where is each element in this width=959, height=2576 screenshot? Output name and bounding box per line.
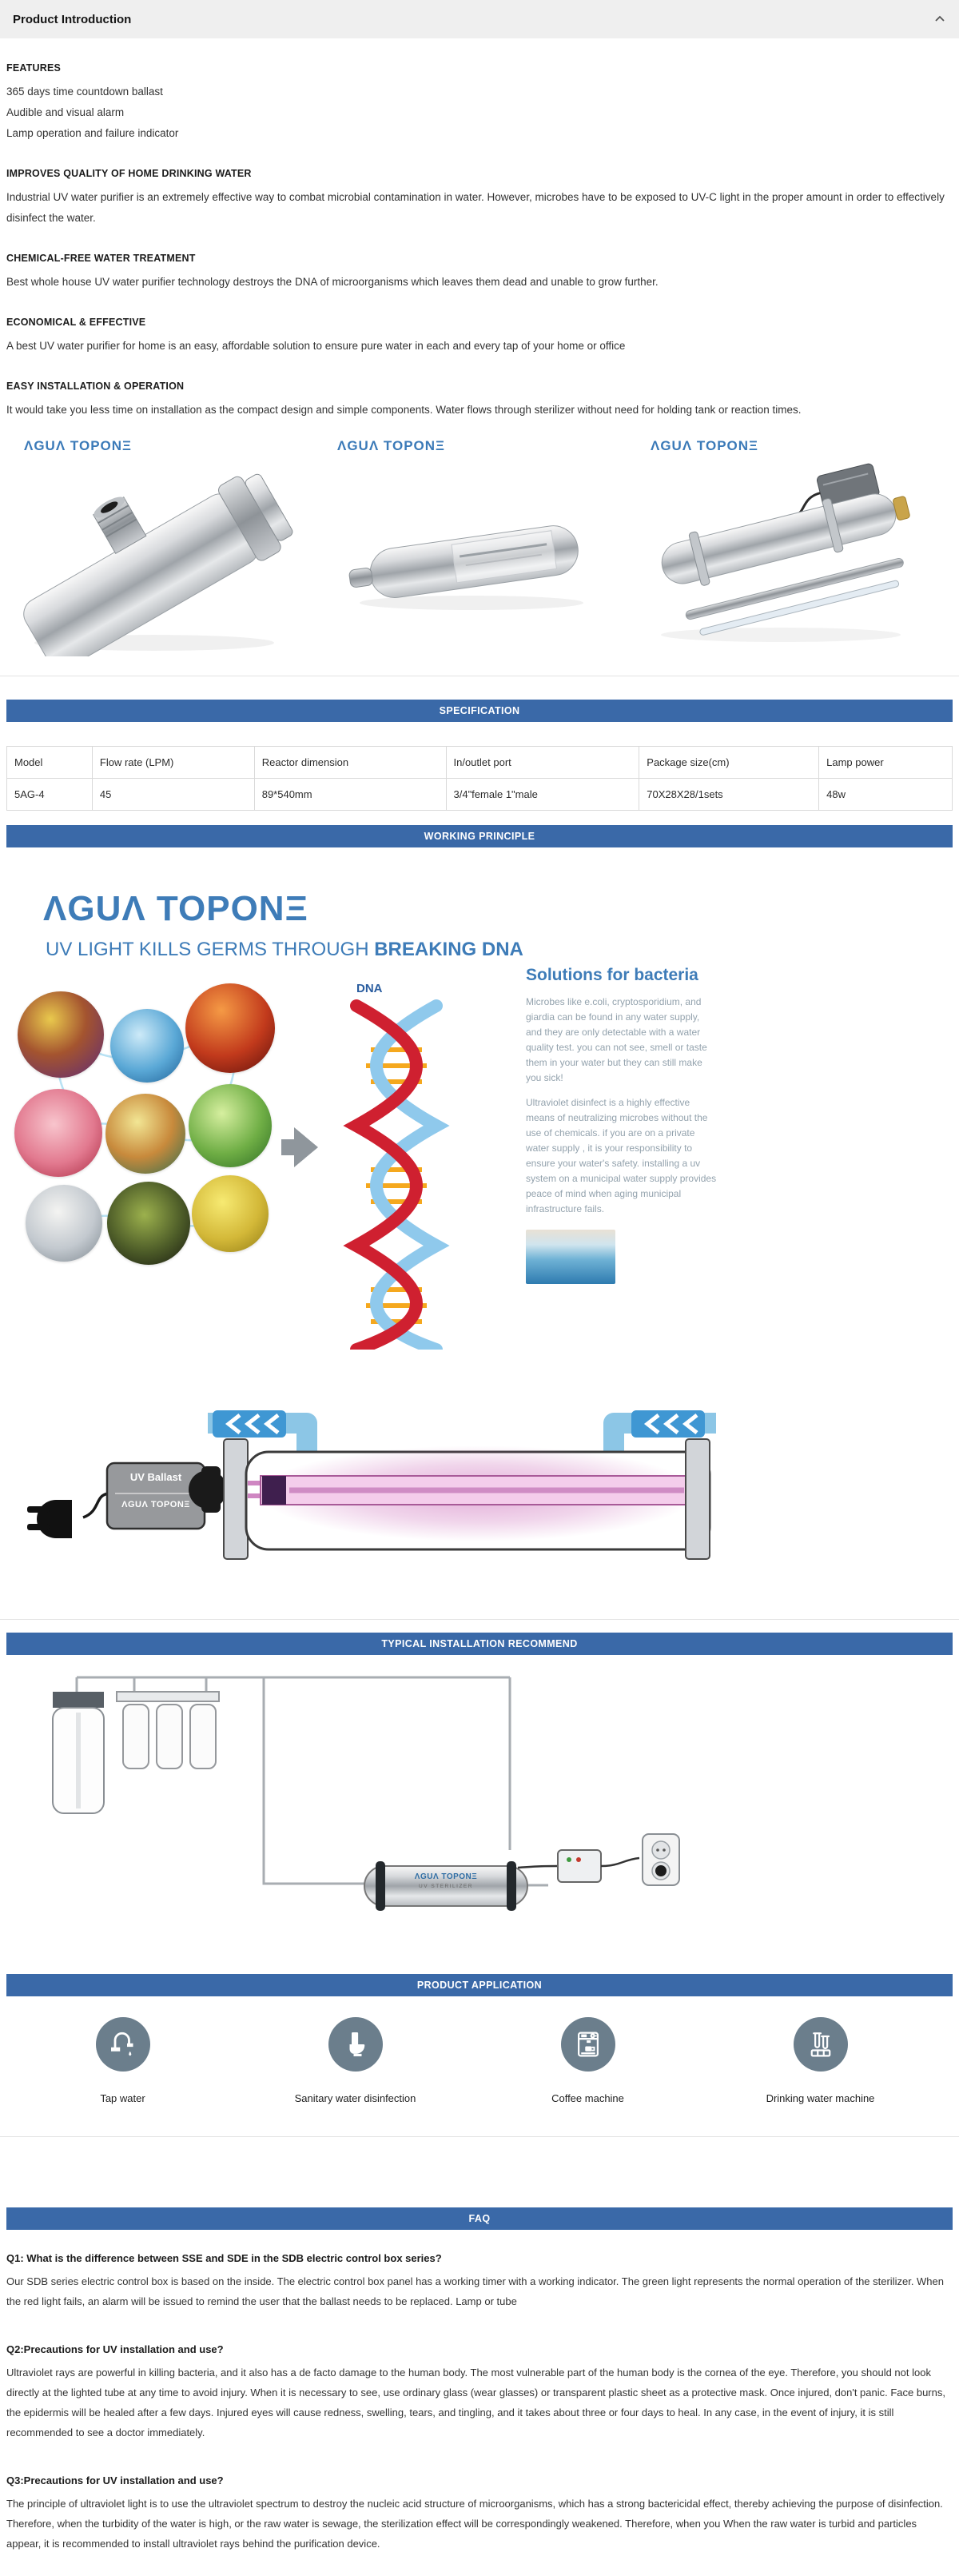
water-dispenser-icon (794, 2017, 848, 2072)
dna-helix-illustration (324, 998, 460, 1350)
application-item (6, 2017, 239, 2104)
product-photo-cell (6, 433, 320, 656)
product-photos-row (0, 433, 959, 656)
microbe-photo (110, 1009, 184, 1083)
feature-line: Lamp operation and failure indicator (6, 127, 179, 139)
headline: UV LIGHT KILLS GERMS THROUGH BREAKING DNA (46, 939, 523, 960)
faq-question: Q3:Precautions for UV installation and use? (6, 2474, 224, 2486)
installation-diagram-art (6, 1668, 953, 1952)
faq-answer: Our SDB series electric control box is based on the inside. The electric control box panel has a working timer with a working indicator. The green light represents the normal operation of the sterilizer. When the red light fails, an alarm will be issued to remind the user that the ballast needs to be replaced. Lamp or tube (6, 2275, 944, 2307)
application-label: Coffee machine (551, 2092, 624, 2104)
section-heading: ECONOMICAL & EFFECTIVE (6, 317, 146, 328)
table-header-row (7, 747, 953, 779)
sterilizer-brand-label: ΛGUΛ TOPONΞ (414, 1872, 478, 1881)
application-item (472, 2017, 704, 2104)
product-photo-cell (633, 433, 946, 656)
col-package-size: Package size(cm) (639, 747, 819, 779)
cell-inoutlet-port: 3/4"female 1"male (446, 779, 639, 811)
sterilizer-sub-label: UV STERILIZER (419, 1884, 473, 1889)
working-principle-figure (6, 857, 953, 1378)
faq-item (6, 2252, 953, 2311)
application-label: Tap water (100, 2092, 145, 2104)
section-paragraph: Best whole house UV water purifier technology destroys the DNA of microorganisms which leaves them dead and unable to grow further. (6, 276, 659, 288)
col-model: Model (7, 747, 93, 779)
microbe-photo (107, 1182, 190, 1265)
section-heading: EASY INSTALLATION & OPERATION (6, 381, 185, 392)
uv-lamp-diagram-art (6, 1390, 953, 1585)
divider (0, 1619, 959, 1620)
faq-answer: Ultraviolet rays are powerful in killing bacteria, and it also has a de facto damage to the human body. The most vulnerable part of the human body is the cornea of the eye. Therefore, you should not look directly at the lighted tube at any time to avoid injury. When it is necessary to see, use ordinary glass (wear glasses) or transparent plastic sheet as a protective mask. Once injured, don't panic. Face burns, the epidermis will be healed after a few days. Injured eyes will cause redness, swelling, tears, and tingling, and it takes about three or four days to heal. In any case, in the event of injury, it is still recommended to see a doctor immediately. (6, 2367, 945, 2438)
faq-item (6, 2343, 953, 2442)
section-heading: CHEMICAL-FREE WATER TREATMENT (6, 253, 196, 264)
faq-item (6, 2474, 953, 2554)
cell-flow-rate: 45 (92, 779, 254, 811)
section-paragraph: A best UV water purifier for home is an easy, affordable solution to ensure pure water in each and every tap of your home or office (6, 340, 626, 352)
microbe-photo (185, 983, 275, 1073)
arrow-right-icon (281, 1127, 318, 1167)
intro-section (6, 168, 953, 229)
microbe-photo (18, 991, 104, 1078)
uv-ballast-label: UV Ballast (129, 1471, 182, 1483)
working-principle-banner: WORKING PRINCIPLE (6, 825, 953, 847)
product-image-3 (633, 461, 929, 656)
application-item (239, 2017, 472, 2104)
faq-section (0, 2252, 959, 2576)
uv-ballast-brand: ΛGUΛ TOPONΞ (121, 1500, 190, 1509)
toilet-icon (328, 2017, 383, 2072)
application-item (704, 2017, 937, 2104)
faq-banner: FAQ (6, 2207, 953, 2230)
chevron-up-icon[interactable] (933, 13, 946, 26)
product-introduction-header[interactable] (0, 0, 959, 38)
table-row (7, 779, 953, 811)
specification-banner: SPECIFICATION (6, 700, 953, 722)
uv-lamp-diagram (6, 1390, 953, 1585)
intro-section (6, 381, 953, 421)
uv-chamber-photo (6, 461, 302, 656)
faq-answer: The principle of ultraviolet light is to use the ultraviolet spectrum to destroy the nucleic acid structure of microorganisms, which has a strong bactericidal effect, thereby achieving the purpose of disinfection. Therefore, when the turbidity of the water is high, or the raw water is sewage, the sterilization effect will be correspondingly weakened. Therefore, when you When the raw water is turbid and particles appear, it is recommended to install ultraviolet rays behind the purification device. (6, 2498, 943, 2550)
solutions-column (526, 966, 718, 1284)
cell-reactor-dimension: 89*540mm (254, 779, 446, 811)
product-image-1 (6, 461, 302, 656)
installation-banner: TYPICAL INSTALLATION RECOMMEND (6, 1633, 953, 1655)
divider (0, 2136, 959, 2137)
solutions-title: Solutions for bacteria (526, 966, 698, 984)
section-paragraph: Industrial UV water purifier is an extremely effective way to combat microbial contamination in water. However, microbes have to be exposed to UV-C light in the proper amount in order to effectively disinfect the water. (6, 191, 945, 224)
cell-model: 5AG-4 (7, 779, 93, 811)
section-heading: FEATURES (6, 62, 62, 74)
brand-logo: ΛGUΛ TOPONΞ (651, 438, 758, 453)
intro-section (6, 317, 953, 357)
intro-section (6, 253, 953, 293)
faq-question: Q2:Precautions for UV installation and use? (6, 2343, 224, 2355)
product-photo-cell (320, 433, 633, 656)
col-flow-rate: Flow rate (LPM) (92, 747, 254, 779)
intro-copy (0, 62, 959, 421)
faq-question: Q1: What is the difference between SSE and SDE in the SDB electric control box series? (6, 2252, 442, 2264)
section-title: Product Introduction (13, 12, 132, 26)
uv-kit-photo (633, 461, 929, 656)
specification-table (6, 746, 953, 811)
installation-figure (6, 1668, 953, 1952)
col-inoutlet-port: In/outlet port (446, 747, 639, 779)
cell-package-size: 70X28X28/1sets (639, 779, 819, 811)
application-banner: PRODUCT APPLICATION (6, 1974, 953, 1996)
brand-logo: ΛGUΛ TOPONΞ (337, 438, 445, 453)
feature-line: 365 days time countdown ballast (6, 86, 163, 98)
microbe-photo (189, 1084, 272, 1167)
feature-line: Audible and visual alarm (6, 106, 125, 118)
col-lamp-power: Lamp power (819, 747, 953, 779)
application-row (0, 2017, 959, 2104)
microbe-photo (192, 1175, 269, 1252)
dna-label: DNA (356, 982, 383, 995)
microbe-photo (26, 1185, 102, 1262)
uv-capsule-photo (320, 461, 615, 656)
section-paragraph: It would take you less time on installation as the compact design and simple components. Water flows through sterilizer without need for holding tank or reaction times. (6, 404, 802, 416)
col-reactor-dimension: Reactor dimension (254, 747, 446, 779)
application-label: Drinking water machine (766, 2092, 875, 2104)
microbe-photo (105, 1094, 185, 1174)
brand-logo-large: ΛGUΛ TOPONΞ (43, 889, 308, 928)
application-label: Sanitary water disinfection (294, 2092, 416, 2104)
pool-photo (526, 1230, 615, 1284)
section-heading: IMPROVES QUALITY OF HOME DRINKING WATER (6, 168, 252, 179)
coffee-machine-icon (561, 2017, 615, 2072)
tap-water-icon (96, 2017, 150, 2072)
cell-lamp-power: 48w (819, 779, 953, 811)
intro-section (6, 62, 953, 144)
product-image-2 (320, 461, 615, 656)
brand-logo: ΛGUΛ TOPONΞ (24, 438, 132, 453)
microbe-photo (14, 1089, 102, 1177)
solutions-paragraph: Microbes like e.coli, cryptosporidium, and giardia can be found in any water supply, and they are only detectable with a water quality test. you can not see, smell or taste them in your water but they can still make you sick! (526, 996, 707, 1083)
solutions-paragraph: Ultraviolet disinfect is a highly effective means of neutralizing microbes without the use of chemicals. if you are on a private water supply , it is your responsibility to ensure your water's safety. installing a uv system on a municipal water supply provides peace of mind when aging municipal infrastructure fails. (526, 1097, 717, 1214)
